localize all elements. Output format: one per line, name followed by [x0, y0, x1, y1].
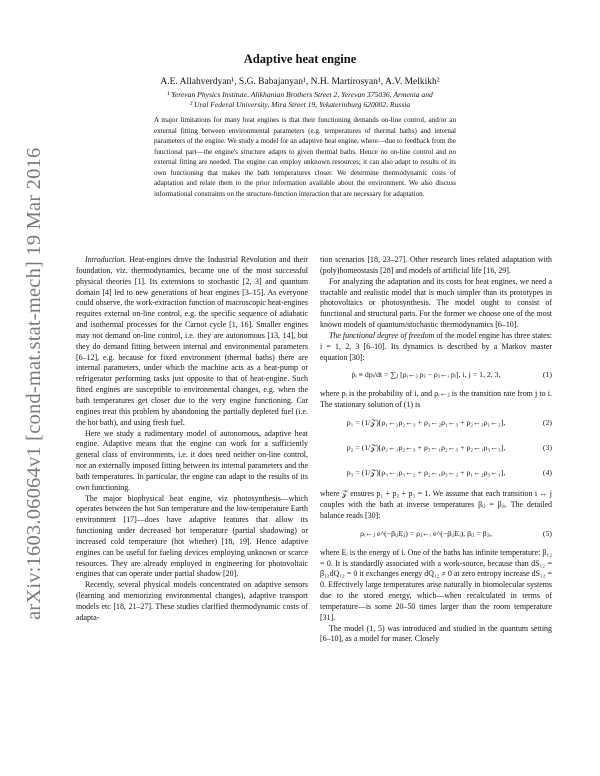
paragraph-functional	[320, 331, 552, 364]
equation-3	[320, 439, 552, 461]
equation-2	[320, 414, 552, 436]
paragraph-stationary: where pᵢ is the probability of i, and ρᵢ←ⱼ is the transition rate from j to i. The stationary solution of (1) is	[320, 389, 552, 410]
arxiv-stamp	[8, 60, 45, 620]
paragraph-2: Here we study a rudimentary model of autonomous, adaptive heat engine. Adaptive means that the engine can work for a sufficiently general class of environments, i.e. it does need neither on-line control, nor an externally imposed fitting between its internal parameters and the bath temperatures. In particular, the engine can adapt to the results of its own functioning.	[76, 428, 308, 492]
paragraph-energy: where Eᵢ is the energy of i. One of the baths has infinite temperature: β₁₂ = 0. It is standardly associated with a work-source, because than dS₁₂ = β₁₂dQ₁₂ = 0 it exchanges energy dQ₁₂ ≠ 0 at zero entropy increase dS₁₂ = 0. Effectively large temperatures arise naturally in biomolecular systems due to the stored energy, which—when recalculated in terms of temperature—is some 20–50 times larger than the room temperature [31].	[320, 547, 552, 622]
equation-4	[320, 464, 552, 486]
functional-text: of the model engine has three states: i = 1, 2, 3 [6–10]. Its dynamics is described by a Markov master equation [30]:	[320, 330, 552, 362]
affiliation-1: ¹ Yerevan Physics Institute, Alikhanian Brothers Street 2, Yerevan 375036, Armenia and	[167, 90, 433, 99]
left-column	[76, 255, 308, 624]
equation-3-number: (3)	[542, 443, 552, 453]
equation-5	[320, 525, 552, 545]
equation-1-body: ṗᵢ ≡ dpᵢ/dt = ∑ⱼ [ρᵢ←ⱼ pⱼ − ρⱼ←ᵢ pᵢ], i, j = 1, 2, 3,	[351, 370, 501, 380]
equation-2-number: (2)	[542, 418, 552, 428]
paper-title: Adaptive heat engine	[243, 52, 357, 66]
paragraph-4: Recently, several physical models concentrated on adaptive sensors (learning and memorizing environmental changes), adaptive transport models etc [18, 21–27]. These studies clarified thermodynamic costs of adapta-	[76, 580, 308, 622]
affiliation-2: ² Ural Federal University, Mira Street 19, Yekaterinburg 620002, Russia	[189, 100, 411, 109]
equation-2-body: p₁ = (1/𝒵)[ρ₁←₂ρ₂←₃ + ρ₃←₂ρ₁←₃ + ρ₂←₃ρ₁←₂],	[346, 418, 506, 428]
equation-1-number: (1)	[542, 370, 552, 380]
equation-3-body: p₂ = (1/𝒵)[ρ₂←₁ρ₂←₃ + ρ₃←₁ρ₂←₃ + ρ₂←₁ρ₃←₃],	[346, 443, 506, 453]
intro-paragraph	[76, 255, 308, 429]
equation-4-body: p₃ = (1/𝒵)[ρ₃←₁ρ₃←₂ + ρ₂←₁ρ₃←₂ + ρ₁←₂ρ₃←₁],	[346, 468, 506, 478]
paragraph-closing: The model (1, 5) was introduced and studied in the quantum setting [6–10], as a model for maser. Closely	[320, 623, 552, 644]
intro-heading: Introduction.	[85, 255, 127, 264]
paragraph-detailed-balance: where 𝒵 ensures p₁ + p₂ + p₃ = 1. We assume that each transition i ↔ j couples with the bath at inverse temperatures βᵢⱼ = βⱼᵢ. The detailed balance reads [30]:	[320, 489, 552, 520]
equation-4-number: (4)	[542, 468, 552, 478]
arxiv-stamp-text: arXiv:1603.06064v1 [cond-mat.stat-mech] 19 Mar 2016	[23, 147, 45, 620]
equation-5-body: ρᵢ←ⱼ e^(−βᵢⱼEⱼ) = ρⱼ←ᵢ e^(−βᵢⱼEᵢ), βᵢⱼ = βⱼᵢ,	[360, 528, 492, 538]
author-list: A.E. Allahverdyan¹, S.G. Babajanyan¹, N.H. Martirosyan¹, A.V. Melkikh²	[160, 77, 440, 87]
paragraph-continued: tion scenarios [18, 23–27]. Other research lines related adaptation with (poly)homeostasis [28] and models of artificial life [16, 29].	[320, 255, 552, 275]
equation-1	[320, 366, 552, 386]
equation-5-number: (5)	[542, 528, 552, 538]
abstract: A major limitations for many heat engines is that their functioning demands on-line control, and/or an external fitting between environmental parameters (e.g. temperatures of thermal baths) and internal parameters of the engine. We study a model for an adaptive heat engine, where—due to feedback from the functional part—the engine's structure adapts to given thermal baths. Hence no on-line control and no external fitting are needed. The engine can employ unknown resources; it can also adapt to results of its own functioning that makes the bath temperatures closer. We determine thermodynamic costs of adaptation and relate them to the prior information available about the environment. We also discuss informational constraints on the structure-function interaction that are necessary for adaptation.	[154, 116, 456, 198]
right-column	[320, 255, 552, 645]
functional-heading: The functional degree of freedom	[329, 330, 435, 340]
paragraph-model: For analyzing the adaptation and its costs for heat engines, we need a tractable and realistic model that is much simpler than its prototypes in photovoltaics or photosynthesis. The model ought to consist of functional and structural parts. For the former we choose one of the most known models of quantum/stochastic thermodynamics [6–10].	[320, 276, 552, 330]
intro-text: Heat-engines drove the Industrial Revolution and their foundation, viz. thermodynamics, became one of the most successful physical theories [1]. Its extensions to stochastic [2, 3] and quantum domain [4] led to new generations of heat engines [3–15]. As everyone could observe, the work-extraction function of macroscopic heat-engines requires external on-line control, e.g. the specific sequence of adiabatic and isothermal processes for the Carnot cycle [1, 16]. Smaller engines may not demand on-line control, i.e. they are autonomous [13, 14], but they do demand fitting between internal and environmental parameters [6–12], e.g. because for fixed environment (thermal baths) there are internal parameters, under which the machine acts as a heat-pump or refrigerator performing tasks just opposite to that of heat-engine. Such fitted engines are susceptible to environmental changes, e.g. when the bath temperatures get closer due to the very engine functioning. Car engines treat this problem by abandoning the partially depleted fuel (i.e. the hot bath), and using fresh fuel.	[76, 255, 308, 427]
paragraph-3: The major biophysical heat engine, viz photosynthesis—which operates between the hot Sun temperature and the low-temperature Earth environment [17]—does have adaptive features that allow its functioning under decreased hot temperature (partial shadowing) or increased cold temperature (hot whether) [18, 19]. Hence adaptive engines can be useful for fueling devices employing unknown or scarce resources. They are already employed in engineering for photovoltaic engines that can operate under partial shadow [20].	[76, 493, 308, 579]
